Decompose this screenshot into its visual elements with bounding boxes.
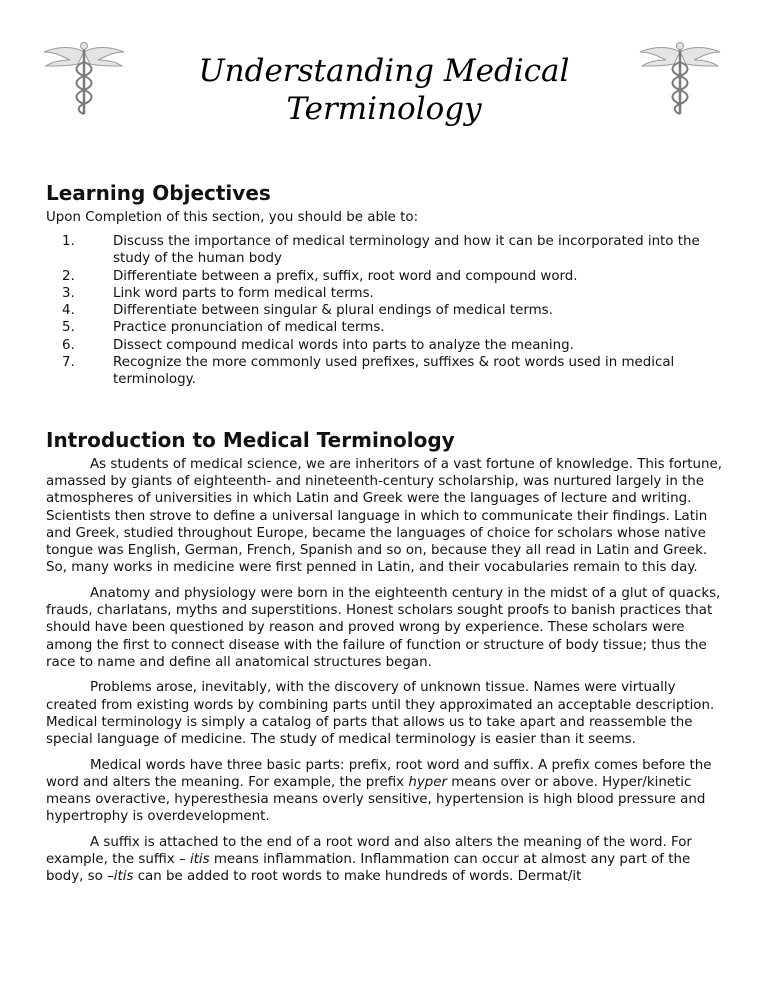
list-number: 2. [62, 268, 75, 284]
page-title-line-1: Understanding Medical [198, 53, 570, 89]
list-number: 1. [62, 234, 75, 249]
emphasis-hyper: hyper [408, 774, 447, 790]
introduction-heading: Introduction to Medical Terminology [46, 428, 455, 452]
list-item [46, 285, 726, 302]
list-item [46, 268, 726, 285]
caduceus-icon [40, 38, 128, 118]
list-text: Link word parts to form medical terms. [113, 285, 374, 301]
text-run: A suffix is attached to the end of a root word and also alters the meaning of the word. For example, the suffix – [46, 835, 692, 868]
objectives-intro: Upon Completion of this section, you should be able to: [46, 210, 419, 225]
text-run: Medical words have three basic parts: prefix, root word and suffix. A prefix comes before the word and alters the meaning. For example, the prefix [46, 757, 712, 790]
page-title-line-2: Terminology [286, 91, 482, 127]
emphasis-itis-suffix: –itis [107, 869, 134, 885]
list-text: Practice pronunciation of medical terms. [113, 320, 385, 336]
paragraph [46, 834, 726, 886]
learning-objectives-heading: Learning Objectives [46, 181, 271, 205]
objectives-list [46, 233, 726, 389]
paragraph: Anatomy and physiology were born in the eighteenth century in the midst of a glut of quacks, frauds, charlatans, myths and superstitions. Honest scholars sought proofs to banish practices that should have been questioned by reason and proved wrong by experience. These scholars were among the first to connect disease with the failure of function or structure of body tissue; thus the race to name and define all anatomical structures began. [46, 585, 721, 670]
paragraph: Problems arose, inevitably, with the discovery of unknown tissue. Names were virtually created from existing words by combining parts until they approximated an acceptable description. Medical terminology is simply a catalog of parts that allows us to take apart and reassemble the special language of medicine. The study of medical terminology is easier than it seems. [46, 680, 715, 748]
caduceus-icon [636, 38, 724, 118]
list-text: Recognize the more commonly used prefixes, suffixes & root words used in medical terminology. [113, 355, 675, 388]
emphasis-itis: itis [189, 852, 210, 868]
list-item [46, 319, 726, 336]
text-run: can be added to root words to make hundreds of words. Dermat/it [133, 869, 582, 885]
list-text: Differentiate between a prefix, suffix, root word and compound word. [113, 268, 578, 284]
list-text: Differentiate between singular & plural endings of medical terms. [113, 303, 553, 319]
list-number: 3. [62, 285, 75, 301]
list-item [46, 302, 726, 319]
list-item [46, 337, 726, 354]
page-title [160, 52, 608, 128]
list-item [46, 354, 726, 389]
list-text: Discuss the importance of medical terminology and how it can be incorporated into the study of the human body [113, 234, 700, 267]
introduction-body [46, 456, 726, 886]
list-number: 4. [62, 303, 75, 319]
list-number: 6. [62, 337, 75, 353]
list-number: 7. [62, 355, 75, 371]
paragraph [46, 757, 726, 826]
list-text: Dissect compound medical words into parts to analyze the meaning. [113, 337, 574, 353]
text-run: means over or above. Hyper/kinetic means overactive, hyperesthesia means overly sensitive, hypertension is high blood pressure and hypertrophy is overdevelopment. [46, 774, 706, 825]
text-run: means inflammation. Inflammation can occur at almost any part of the body, so [46, 852, 691, 885]
list-number: 5. [62, 320, 75, 336]
list-item [46, 233, 726, 268]
paragraph: As students of medical science, we are inheritors of a vast fortune of knowledge. This fortune, amassed by giants of eighteenth- and nineteenth-century scholarship, was nurtured largely in the atmospheres of universities in which Latin and Greek were the languages of lecture and writing. Scientists then strove to define a universal language in which to communicate their findings. Latin and Greek, studied throughout Europe, became the languages of choice for scholars whose native tongue was English, German, French, Spanish and so on, because they all read in Latin and Greek. So, many works in medicine were first penned in Latin, and their vocabularies remain to this day. [46, 457, 723, 576]
